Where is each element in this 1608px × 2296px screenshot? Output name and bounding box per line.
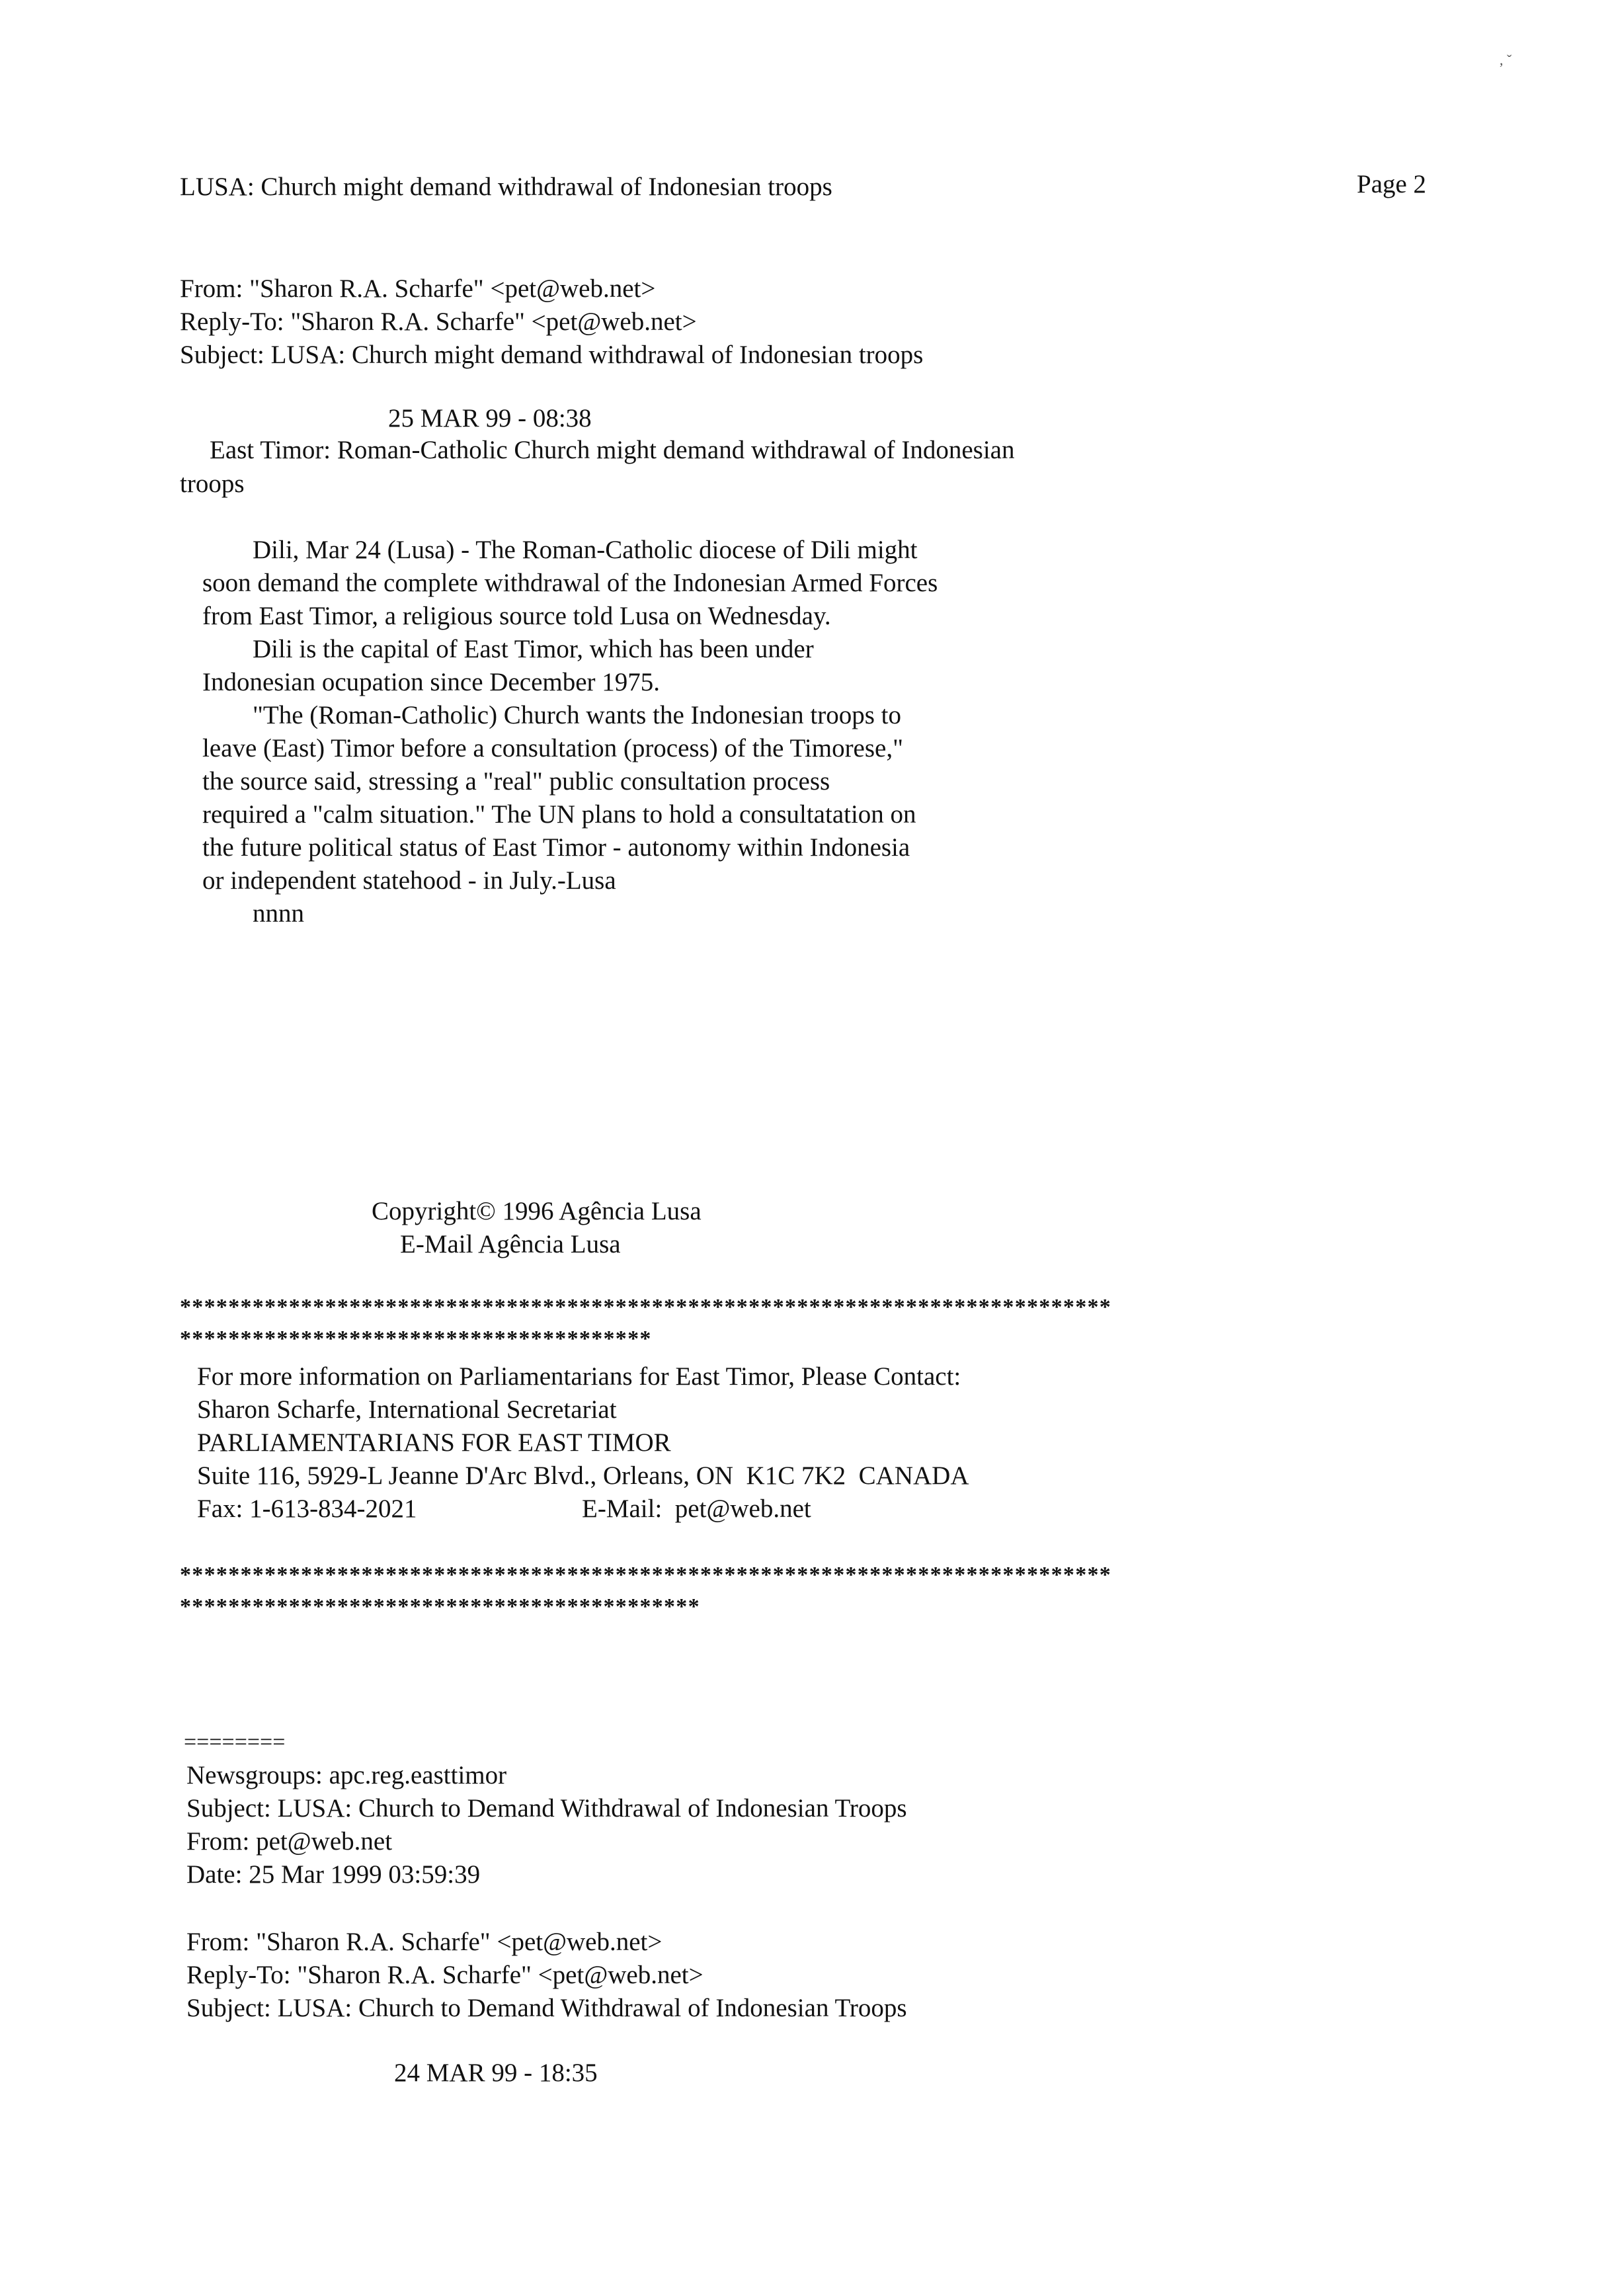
contact-line: Suite 116, 5929-L Jeanne D'Arc Blvd., Orleans, ON K1C 7K2 CANADA <box>197 1461 969 1490</box>
article-headline-line: troops <box>180 470 245 498</box>
contact-line: Sharon Scharfe, International Secretariat <box>197 1395 617 1424</box>
stars-divider: ******************************************* <box>180 1594 700 1619</box>
article-body-line: nnnn <box>253 899 304 928</box>
article-body-line: the source said, stressing a "real" public consultation process <box>202 767 830 796</box>
article-dateline: 25 MAR 99 - 08:38 <box>388 404 592 432</box>
contact-line: PARLIAMENTARIANS FOR EAST TIMOR <box>197 1428 671 1457</box>
article-body-line: required a "calm situation." The UN plans to hold a consultatation on <box>202 800 916 829</box>
email-reply-to: Reply-To: "Sharon R.A. Scharfe" <pet@web.net> <box>180 308 697 336</box>
article-headline-line: East Timor: Roman-Catholic Church might demand withdrawal of Indonesian <box>210 436 1015 464</box>
equals-separator: ======== <box>184 1730 286 1754</box>
article-body-line: or independent statehood - in July.-Lusa <box>202 866 616 895</box>
article-body-line: Dili, Mar 24 (Lusa) - The Roman-Catholic diocese of Dili might <box>253 536 918 564</box>
email-from: From: "Sharon R.A. Scharfe" <pet@web.net> <box>186 1928 663 1956</box>
header-title: LUSA: Church might demand withdrawal of Indonesian troops <box>180 173 832 201</box>
article-body-line: soon demand the complete withdrawal of the Indonesian Armed Forces <box>202 569 938 597</box>
article-dateline: 24 MAR 99 - 18:35 <box>394 2059 598 2087</box>
email-subject: Subject: LUSA: Church to Demand Withdrawal of Indonesian Troops <box>186 1994 907 2022</box>
contact-fax: Fax: 1-613-834-2021 <box>197 1495 417 1523</box>
copyright-line: Copyright© 1996 Agência Lusa <box>372 1197 702 1225</box>
stars-divider: ***************************************************************************** <box>180 1563 1112 1587</box>
copyright-email-line: E-Mail Agência Lusa <box>400 1230 621 1258</box>
email-reply-to: Reply-To: "Sharon R.A. Scharfe" <pet@web.net> <box>186 1961 704 1989</box>
scan-speck: , ˇ <box>1500 52 1512 68</box>
email-subject: Subject: LUSA: Church to Demand Withdrawal of Indonesian Troops <box>186 1794 907 1823</box>
email-from: From: "Sharon R.A. Scharfe" <pet@web.net> <box>180 274 656 303</box>
article-body-line: "The (Roman-Catholic) Church wants the Indonesian troops to <box>253 701 901 729</box>
contact-email: E-Mail: pet@web.net <box>582 1495 811 1523</box>
article-body-line: Indonesian ocupation since December 1975. <box>202 668 661 696</box>
stars-divider: *************************************** <box>180 1327 652 1351</box>
email-subject: Subject: LUSA: Church might demand withdrawal of Indonesian troops <box>180 341 924 369</box>
stars-divider: ***************************************************************************** <box>180 1295 1112 1319</box>
page-number: Page 2 <box>1357 170 1427 198</box>
email-date: Date: 25 Mar 1999 03:59:39 <box>186 1860 481 1889</box>
email-from: From: pet@web.net <box>186 1827 393 1856</box>
article-body-line: the future political status of East Timor - autonomy within Indonesia <box>202 833 910 862</box>
newsgroups-line: Newsgroups: apc.reg.easttimor <box>186 1761 507 1789</box>
article-body-line: leave (East) Timor before a consultation (process) of the Timorese," <box>202 734 904 762</box>
contact-line: For more information on Parliamentarians for East Timor, Please Contact: <box>197 1362 961 1391</box>
article-body-line: from East Timor, a religious source told Lusa on Wednesday. <box>202 602 831 630</box>
article-body-line: Dili is the capital of East Timor, which has been under <box>253 635 814 663</box>
